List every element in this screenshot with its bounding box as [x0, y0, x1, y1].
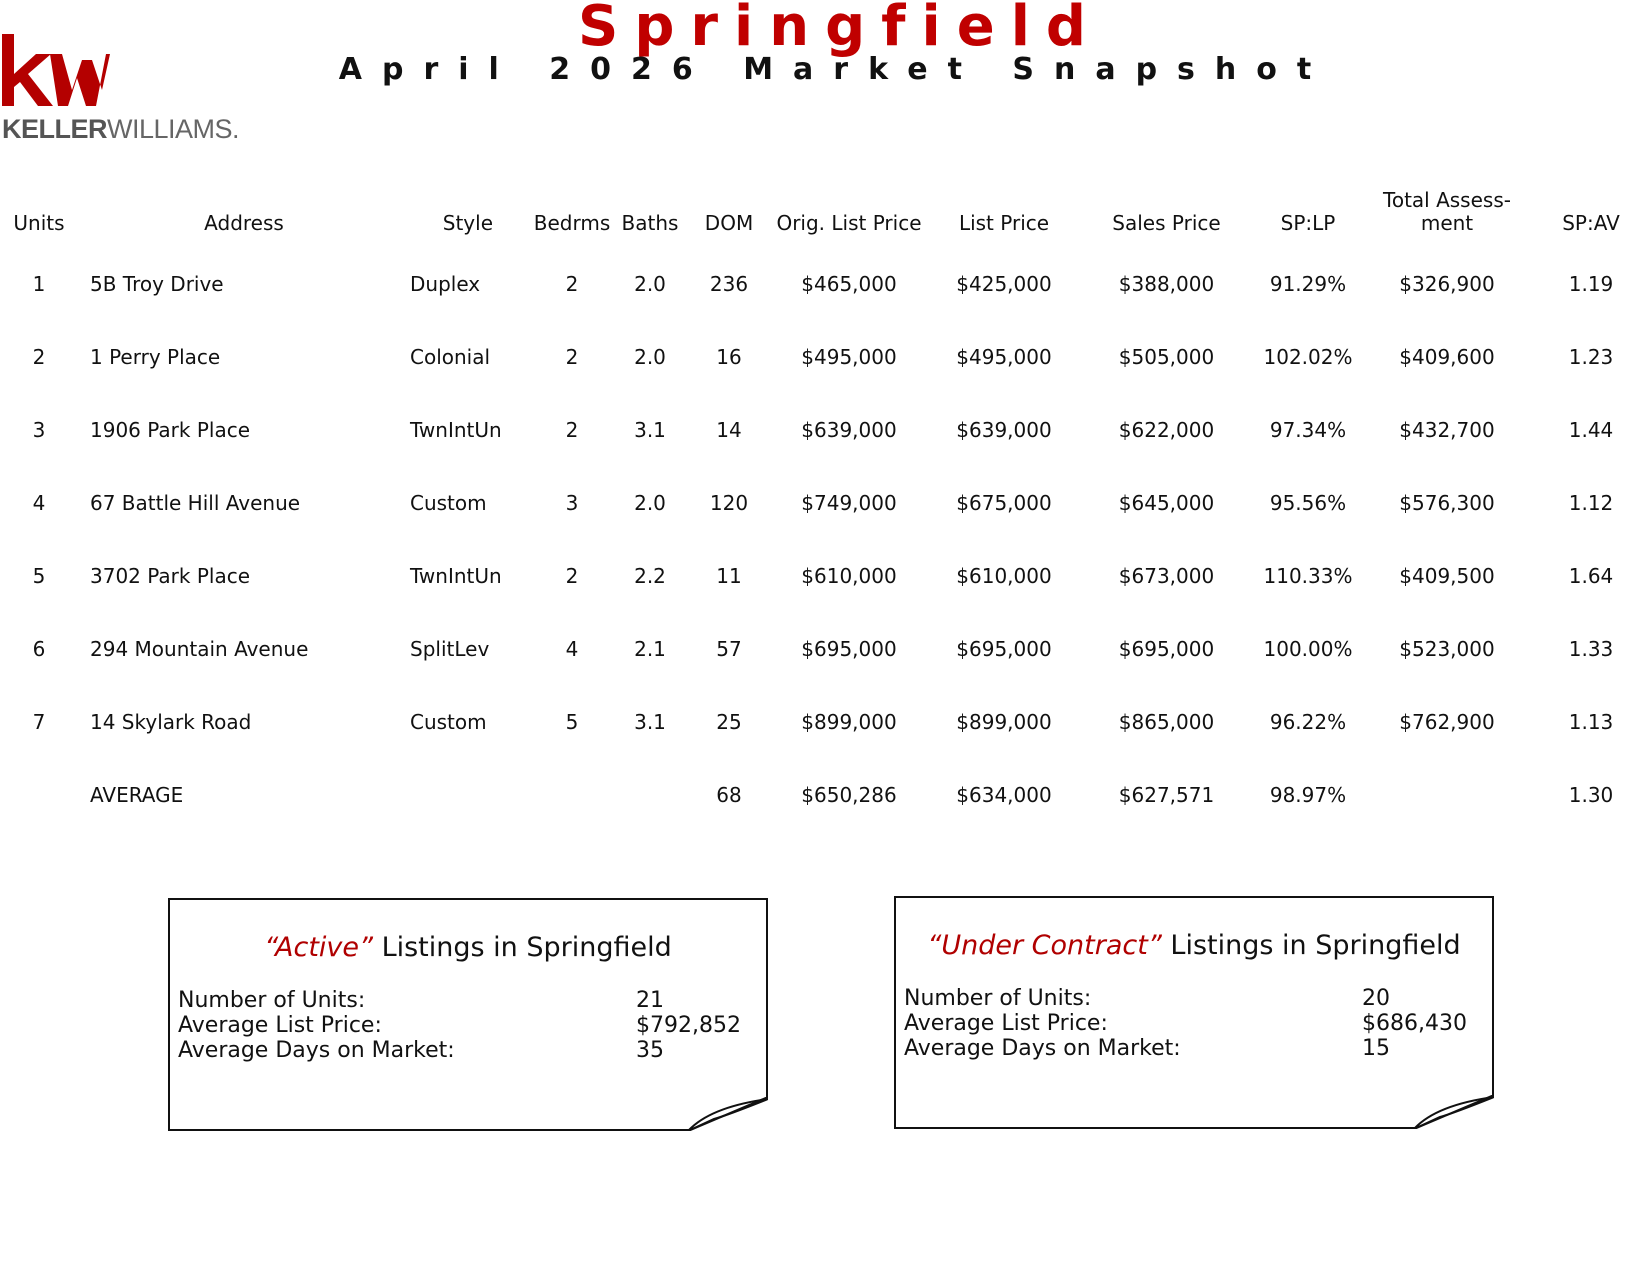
table-row	[0, 539, 1650, 612]
cell-orig-list-price: $465,000	[801, 271, 897, 296]
cell-average-sp-av: 1.30	[1568, 782, 1614, 807]
header-address: Address	[204, 211, 284, 235]
cell-total-assessment	[1362, 758, 1532, 831]
cell-baths: 2.0	[634, 344, 666, 369]
cell-orig-list-price: $610,000	[801, 563, 897, 588]
header-sp-lp: SP:LP	[1280, 211, 1336, 235]
cell-total-assessment: $409,600	[1399, 344, 1495, 369]
stat-row-avg-list-price	[904, 1011, 1467, 1036]
cell-sp-lp: 95.56%	[1269, 490, 1347, 515]
cell-average-orig-list-price: $650,286	[801, 782, 897, 807]
stat-row-avg-dom	[178, 1038, 738, 1063]
cell-bedrooms	[533, 758, 611, 831]
cell-baths: 2.2	[634, 563, 666, 588]
cell-address: 1906 Park Place	[90, 417, 251, 442]
cell-orig-list-price: $899,000	[801, 709, 897, 734]
cell-address: 294 Mountain Avenue	[90, 636, 309, 661]
cell-sales-price: $622,000	[1118, 417, 1215, 442]
cell-unit: 5	[32, 563, 46, 588]
cell-sp-lp: 96.22%	[1269, 709, 1347, 734]
stat-label: Average Days on Market:	[904, 1036, 1181, 1061]
cell-dom: 16	[716, 344, 742, 369]
cell-list-price: $695,000	[956, 636, 1052, 661]
cell-sales-price: $505,000	[1118, 344, 1215, 369]
cell-bedrooms: 5	[565, 709, 579, 734]
header-sp-av: SP:AV	[1562, 211, 1620, 235]
cell-average-dom: 68	[716, 782, 742, 807]
cell-style: Duplex	[410, 271, 481, 296]
table-row	[0, 247, 1650, 320]
header-baths: Baths	[621, 211, 679, 235]
page-curl-icon	[688, 1097, 768, 1131]
stat-value: 35	[636, 1038, 664, 1063]
cell-sales-price: $695,000	[1118, 636, 1215, 661]
cell-sp-av: 1.44	[1568, 417, 1614, 442]
cell-address: 14 Skylark Road	[90, 709, 252, 734]
cell-baths: 3.1	[634, 709, 666, 734]
stat-value: 21	[636, 988, 664, 1013]
sales-table	[0, 160, 1650, 831]
cell-average-list-price: $634,000	[956, 782, 1052, 807]
header-units: Units	[13, 211, 65, 235]
table-header-row	[0, 160, 1650, 247]
cell-total-assessment: $762,900	[1399, 709, 1495, 734]
table-row	[0, 393, 1650, 466]
under-contract-listings-card	[894, 896, 1494, 1129]
cell-dom: 57	[716, 636, 742, 661]
page-curl-icon	[1414, 1095, 1494, 1129]
stat-row-units	[904, 986, 1464, 1011]
cell-unit: 1	[32, 271, 46, 296]
stat-label: Average List Price:	[178, 1013, 382, 1038]
cell-style	[398, 758, 533, 831]
stat-row-avg-list-price	[178, 1013, 741, 1038]
page-subtitle: April 2026 Market Snapshot	[338, 52, 1332, 87]
cell-list-price: $675,000	[956, 490, 1052, 515]
cell-unit	[0, 758, 78, 831]
cell-style: Custom	[410, 490, 487, 515]
active-listings-title: “Active” Listings in Springfield	[264, 932, 672, 963]
header-list-price: List Price	[958, 211, 1050, 235]
under-contract-listings-title: “Under Contract” Listings in Springfield	[927, 930, 1461, 961]
cell-sp-lp: 110.33%	[1263, 563, 1353, 588]
cell-average-sp-lp: 98.97%	[1269, 782, 1347, 807]
stat-value: 20	[1362, 986, 1390, 1011]
stat-row-units	[178, 988, 738, 1013]
cell-baths	[611, 758, 689, 831]
under-contract-listings-stats	[904, 986, 1467, 1061]
cell-total-assessment: $326,900	[1399, 271, 1495, 296]
cell-sales-price: $388,000	[1118, 271, 1215, 296]
stat-row-avg-dom	[904, 1036, 1464, 1061]
cell-unit: 7	[32, 709, 46, 734]
cell-sp-lp: 97.34%	[1269, 417, 1347, 442]
cell-orig-list-price: $639,000	[801, 417, 897, 442]
cell-sales-price: $645,000	[1118, 490, 1215, 515]
cell-unit: 4	[32, 490, 46, 515]
cell-address: 67 Battle Hill Avenue	[90, 490, 301, 515]
active-listings-card	[168, 898, 768, 1131]
cell-orig-list-price: $495,000	[801, 344, 897, 369]
cell-baths: 2.0	[634, 271, 666, 296]
cell-total-assessment: $523,000	[1399, 636, 1495, 661]
cell-sp-lp: 100.00%	[1263, 636, 1353, 661]
cell-bedrooms: 2	[565, 344, 579, 369]
cell-style: TwnIntUn	[410, 417, 502, 442]
cell-sales-price: $673,000	[1118, 563, 1215, 588]
cell-sp-av: 1.33	[1568, 636, 1614, 661]
cell-style: Custom	[410, 709, 487, 734]
cell-list-price: $425,000	[956, 271, 1052, 296]
cell-baths: 2.1	[634, 636, 666, 661]
stat-value: 15	[1362, 1036, 1390, 1061]
stat-value: $686,430	[1362, 1011, 1467, 1036]
stat-label: Average Days on Market:	[178, 1038, 455, 1063]
cell-unit: 3	[32, 417, 46, 442]
cell-dom: 120	[709, 490, 749, 515]
cell-address: 1 Perry Place	[90, 344, 221, 369]
stat-label: Number of Units:	[904, 986, 1092, 1011]
cell-style: SplitLev	[410, 636, 490, 661]
cell-sp-av: 1.64	[1568, 563, 1614, 588]
cell-unit: 2	[32, 344, 46, 369]
cell-dom: 14	[716, 417, 742, 442]
cell-sp-av: 1.12	[1568, 490, 1614, 515]
stat-label: Number of Units:	[178, 988, 366, 1013]
logo-wordmark: KELLERWILLIAMS.	[2, 114, 240, 144]
cell-dom: 11	[716, 563, 742, 588]
cell-average-label: AVERAGE	[90, 782, 184, 807]
cell-list-price: $610,000	[956, 563, 1052, 588]
cell-sales-price: $865,000	[1118, 709, 1215, 734]
cell-bedrooms: 2	[565, 271, 579, 296]
table-row	[0, 466, 1650, 539]
table-row	[0, 685, 1650, 758]
cell-list-price: $639,000	[956, 417, 1052, 442]
cell-total-assessment: $409,500	[1399, 563, 1495, 588]
cell-baths: 3.1	[634, 417, 666, 442]
header-total-assessment: Total Assess-ment	[1383, 188, 1511, 235]
stat-value: $792,852	[636, 1013, 741, 1038]
cell-sp-av: 1.23	[1568, 344, 1614, 369]
cell-address: 3702 Park Place	[90, 563, 251, 588]
table-row	[0, 612, 1650, 685]
cell-average-sales-price: $627,571	[1118, 782, 1215, 807]
cell-bedrooms: 2	[565, 563, 579, 588]
cell-total-assessment: $432,700	[1399, 417, 1495, 442]
cell-unit: 6	[32, 636, 46, 661]
cell-baths: 2.0	[634, 490, 666, 515]
header-orig-list-price: Orig. List Price	[776, 211, 922, 235]
stat-label: Average List Price:	[904, 1011, 1108, 1036]
average-row	[0, 758, 1650, 831]
cell-bedrooms: 3	[565, 490, 579, 515]
cell-orig-list-price: $749,000	[801, 490, 897, 515]
cell-bedrooms: 4	[565, 636, 579, 661]
header-sales-price: Sales Price	[1112, 211, 1221, 235]
cell-list-price: $495,000	[956, 344, 1052, 369]
cell-dom: 236	[709, 271, 749, 296]
cell-sp-lp: 91.29%	[1269, 271, 1347, 296]
cell-list-price: $899,000	[956, 709, 1052, 734]
header-dom: DOM	[704, 211, 754, 235]
cell-bedrooms: 2	[565, 417, 579, 442]
cell-total-assessment: $576,300	[1399, 490, 1495, 515]
cell-style: Colonial	[410, 344, 491, 369]
header-style: Style	[442, 211, 493, 235]
page-title: Springfield	[577, 0, 1102, 59]
header-bedrooms: Bedrms	[533, 211, 611, 235]
cell-sp-lp: 102.02%	[1263, 344, 1353, 369]
cell-orig-list-price: $695,000	[801, 636, 897, 661]
cell-style: TwnIntUn	[410, 563, 502, 588]
cell-sp-av: 1.19	[1568, 271, 1614, 296]
kw-logo-mark	[0, 30, 110, 110]
cell-sp-av: 1.13	[1568, 709, 1614, 734]
cell-dom: 25	[716, 709, 742, 734]
cell-address: 5B Troy Drive	[90, 271, 224, 296]
table-row	[0, 320, 1650, 393]
keller-williams-logo	[0, 30, 240, 145]
active-listings-stats	[178, 988, 741, 1063]
